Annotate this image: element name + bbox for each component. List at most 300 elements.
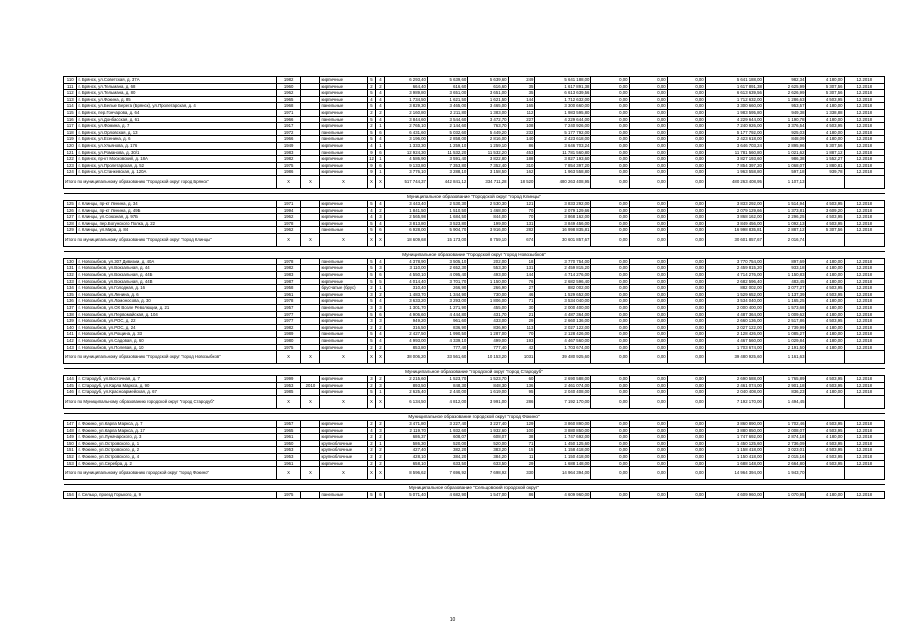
table-cell: 70 [508,207,535,214]
table-cell: 949,38 [763,109,806,116]
table-cell: 2 [367,344,376,351]
table-cell: 3 196,00 [385,136,428,143]
table-cell: г. Новозыбков, ул.Вокзальная, д. 44В [77,278,276,285]
table-cell: 0,00 [591,291,629,298]
table-cell: 3 849 456,00 [535,220,591,227]
table-cell: кирпичные [320,420,367,427]
table-cell: 12.2018 [844,376,884,383]
table-cell: 1 712 632,00 [535,96,591,103]
table-cell: кирпичные [320,214,367,221]
table-row [64,285,885,292]
table-cell: 1 383,00 [468,109,508,116]
table-cell: 0,00 [629,492,667,499]
table-cell: 116 [64,116,77,123]
table-cell: 1983 [276,272,301,279]
table-cell: 5 032,60 [427,129,467,136]
table-cell: г. Новозыбков, ул.Вокзальная, д. 44 [77,265,276,272]
table-cell: 0,00 [629,318,667,325]
table-cell: 2 128 426,00 [705,331,763,338]
total-cell: 334 711,28 [468,175,508,188]
table-cell: 4 467 560,00 [705,338,763,345]
table-cell: 0,00 [591,492,629,499]
table-cell: 1 068,07 [763,162,806,169]
table-cell: 3 227,40 [468,420,508,427]
total-cell: 480 263 408,95 [705,175,763,188]
total-cell: X [376,233,385,246]
table-cell: 0,00 [591,331,629,338]
table-cell: 27 [508,285,535,292]
total-cell: 10 153,20 [468,351,508,364]
table-cell: 12.2018 [844,207,884,214]
table-cell: 0,00 [667,200,705,207]
total-cell: 0,00 [629,175,667,188]
total-cell: 39 480 925,60 [535,351,591,364]
table-cell: 0,00 [667,123,705,130]
total-row [64,467,885,480]
table-cell [301,305,320,312]
table-cell: 4 503,95 [806,220,844,227]
total-cell: X [276,233,301,246]
table-cell: 1 [376,123,385,130]
table-row [64,156,885,163]
table-cell: 0,00 [667,96,705,103]
table-cell: 12.2018 [844,200,884,207]
table-cell: 12.2018 [844,136,884,143]
total-cell: 8 596,62 [385,467,428,480]
table-cell: 1982 [276,156,301,163]
table-cell: 1 747 692,00 [705,434,763,441]
table-cell: 129 [508,420,535,427]
table-cell: 12.2018 [844,338,884,345]
table-cell: 4 180,00 [806,338,844,345]
table-cell [301,389,320,396]
table-cell: 5 [367,338,376,345]
total-cell: 0,00 [629,395,667,408]
table-cell: 12.2018 [844,227,884,234]
table-cell: 4 [376,103,385,110]
table-cell: 953,57 [763,103,806,110]
table-cell: 4 [376,116,385,123]
municipality-header [64,485,885,492]
table-cell: 6 928,00 [385,227,428,234]
table-cell: 130 [64,258,77,265]
total-cell: X [301,395,320,408]
table-cell: г. Новозыбков, ул.Рощина, д. 33 [77,331,276,338]
table-cell: 162 [508,169,535,176]
table-cell: 1 150,83 [763,272,806,279]
table-cell: 0,00 [629,272,667,279]
table-cell: 5 [367,227,376,234]
table-cell: 383,20 [468,447,508,454]
table-cell: 1 158 418,00 [705,447,763,454]
table-cell: 2 [367,440,376,447]
table-cell: 60 [508,376,535,383]
total-cell: 0,00 [629,467,667,480]
table-cell: г. Сельцо, проезд Горького, д. 9 [77,492,276,499]
table-cell: 777,40 [427,344,467,351]
total-cell: 0,00 [667,351,705,364]
table-cell: 266,90 [468,285,508,292]
table-cell: 4 095,40 [427,272,467,279]
table-cell: г. Стародуб, ул.Восточная, д. 7 [77,376,276,383]
table-cell: 2 [376,344,385,351]
table-cell: 3 023,01 [763,447,806,454]
table-cell: 5 [376,278,385,285]
table-cell: 119 [64,136,77,143]
table-cell: 133 [64,278,77,285]
total-cell: X [367,175,376,188]
table-cell: 0,00 [591,272,629,279]
table-cell: 2 191,50 [763,344,806,351]
table-cell: 6 [376,227,385,234]
table-cell: 153 [64,460,77,467]
table-cell: 616,60 [468,83,508,90]
table-cell: 227 [508,116,535,123]
table-cell [301,272,320,279]
table-cell: 1 150 418,00 [535,453,591,460]
table-cell: 4 180,00 [806,129,844,136]
table-cell: 108 [508,123,535,130]
table-cell: 4 503,95 [806,214,844,221]
table-cell: 2 565,98 [385,214,428,221]
table-cell: 12.2018 [844,344,884,351]
table-cell: 38 [508,434,535,441]
table-cell [301,169,320,176]
table-cell: 1986 [276,169,301,176]
total-cell: X [301,233,320,246]
table-cell: 0,00 [629,200,667,207]
table-cell: 0,00 [591,90,629,97]
table-cell: 2 682 596,40 [705,278,763,285]
table-cell: 1917 [276,123,301,130]
total-label: Итого по муниципальному образованию "Городской округ город Брянск" [64,175,277,188]
table-cell: 12.2018 [844,298,884,305]
table-cell: 151 [64,447,77,454]
table-cell: 1 806,00 [468,298,508,305]
table-cell: 2 [376,83,385,90]
total-cell: X [320,395,367,408]
table-cell: 1 702,46 [763,420,806,427]
table-cell: 4 339,10 [427,338,467,345]
table-cell: 0,00 [629,96,667,103]
total-cell: 480 263 408,95 [535,175,591,188]
table-cell: 939,78 [806,169,844,176]
table-cell: 249 [508,77,535,84]
table-cell: 3 523,80 [427,220,467,227]
table-cell: 0,00 [667,324,705,331]
table-cell: 4 503,95 [806,200,844,207]
table-cell: г. Фокино, ул.Луначарского, д. 3 [77,434,276,441]
table-cell: 12.2018 [844,162,884,169]
table-cell: 3 465,00 [427,103,467,110]
table-cell: 3 813,80 [385,220,428,227]
table-cell: 933,18 [763,265,806,272]
total-cell: X [276,175,301,188]
table-cell: 4 444,80 [427,311,467,318]
table-cell: 12.2018 [844,427,884,434]
table-cell: 0,00 [629,103,667,110]
table-cell: 3 471,80 [385,420,428,427]
table-cell: 5 177 792,00 [705,129,763,136]
total-cell: 14 964 394,00 [705,467,763,480]
table-cell: 12.2018 [844,291,884,298]
table-cell: 0,00 [591,440,629,447]
table-cell: 1 932,60 [468,427,508,434]
table-cell: г. Новозыбков, ул.Ленина, д. 6 [77,291,276,298]
table-cell: 152 [64,453,77,460]
total-cell: X [320,233,367,246]
table-cell: кирпичные [320,220,367,227]
table-cell: 1 747 692,00 [535,434,591,441]
table-cell: 1 070,95 [763,492,806,499]
page-number: 10 [449,617,456,623]
table-cell: 122 [64,156,77,163]
table-cell: 3 880 850,00 [535,427,591,434]
table-cell: 6 [376,492,385,499]
table-cell: г. Новозыбков, ул.Голодная, д. 16 [77,285,276,292]
table-cell: 2 682 596,40 [535,278,591,285]
table-cell: 1972 [276,129,301,136]
table-cell: 1 529 652,00 [535,291,591,298]
table-cell: 2 427,50 [385,331,428,338]
table-cell: 0,00 [629,376,667,383]
table-cell: 316,50 [385,324,428,331]
table-cell [301,331,320,338]
table-cell [301,324,320,331]
table-cell: 12.2018 [844,123,884,130]
table-cell: 2 215,60 [385,376,428,383]
table-cell: 5 [367,116,376,123]
table-cell: 1999 [276,376,301,383]
table-cell: 70 [508,331,535,338]
table-cell: 1978 [276,298,301,305]
table-cell: 0,00 [591,460,629,467]
table-cell: 0,00 [629,149,667,156]
table-cell: 0,00 [629,291,667,298]
table-cell [301,200,320,207]
table-cell: 633,50 [468,460,508,467]
table-cell: 520,00 [427,440,467,447]
table-cell: 1 990,50 [427,331,467,338]
table-cell: 382,20 [427,447,467,454]
table-cell: 3 776,10 [385,169,428,176]
table-cell [301,214,320,221]
table-cell: 16 998 835,81 [535,227,591,234]
table-cell: 1 450 125,60 [535,440,591,447]
table-cell: 12.2018 [844,142,884,149]
table-cell: 2 027 122,00 [705,324,763,331]
table-cell: 3 591,40 [427,156,467,163]
table-cell: 154 [64,492,77,499]
table-cell: 7 854 397,20 [535,162,591,169]
table-cell: 2 [367,453,376,460]
table-cell: 3 989,80 [385,90,428,97]
municipality-title: Муниципальное образование городской округ "город Фокино" [64,413,885,420]
table-cell: 5 [367,90,376,97]
table-cell [301,90,320,97]
table-cell: кирпичные [320,291,367,298]
table-cell: 125 [64,200,77,207]
table-cell: 4 180,00 [806,389,844,396]
table-cell: 848,30 [468,382,508,389]
table-cell: 2 040 408,00 [705,389,763,396]
table-cell: 1 137,39 [763,291,806,298]
table-row [64,376,885,383]
table-cell: 6 [376,149,385,156]
table-cell: крупноблочные [320,440,367,447]
table-cell: 0,00 [667,285,705,292]
total-cell: X [301,467,320,480]
table-cell [301,376,320,383]
table-cell: 4 503,95 [806,376,844,383]
table-cell: 149 [64,434,77,441]
table-cell: 0,00 [667,207,705,214]
table-cell: панельные [320,305,367,312]
table-row [64,389,885,396]
table-cell: 0,00 [591,123,629,130]
table-cell: 1 703 674,00 [535,344,591,351]
table-cell: панельные [320,149,367,156]
table-cell: 0,00 [629,331,667,338]
table-row [64,272,885,279]
table-cell: 1983 [276,149,301,156]
total-cell: 39 480 925,60 [705,351,763,364]
table-cell: 0,00 [667,136,705,143]
table-cell: 0,00 [667,109,705,116]
table-cell: 1953 [276,447,301,454]
table-cell [301,96,320,103]
table-cell: 0,00 [591,258,629,265]
table-cell: 2 [376,453,385,460]
table-cell: 2 [376,376,385,383]
table-row [64,90,885,97]
total-cell: 0,00 [667,175,705,188]
table-cell: 5 [367,272,376,279]
table-cell [301,77,320,84]
table-row [64,77,885,84]
table-cell: 3 472,70 [468,116,508,123]
table-cell: 1 009,62 [763,311,806,318]
table-cell: 5 177 792,00 [535,129,591,136]
table-cell: 3 [376,382,385,389]
table-cell: 0,00 [591,149,629,156]
table-cell: 0,00 [629,305,667,312]
table-cell: 0,00 [667,291,705,298]
total-cell: 442 841,12 [427,175,467,188]
table-cell: г. Брянск, ул.Орловская, д. 13 [77,129,276,136]
table-cell: 597,18 [763,169,806,176]
table-cell: 3 110,00 [385,265,428,272]
table-cell: 4 550,10 [385,272,428,279]
table-cell: кирпичные [320,162,367,169]
table-cell: 4 467 560,00 [535,338,591,345]
table-cell: 0,00 [629,420,667,427]
table-cell: 12.2018 [844,272,884,279]
table-cell: 11 532,20 [468,149,508,156]
table-cell [301,142,320,149]
table-cell: 986,38 [763,156,806,163]
total-cell: 0,00 [591,351,629,364]
table-row [64,324,885,331]
table-cell: 633,50 [427,460,467,467]
table-row [64,83,885,90]
table-cell: 0,00 [629,220,667,227]
table-cell: кирпичные [320,298,367,305]
table-cell [301,311,320,318]
table-cell: г. Новозыбков, ул.РОС, д. 22 [77,318,276,325]
table-cell: 12.2018 [844,83,884,90]
table-cell: 2 296,25 [763,214,806,221]
table-cell: 12.2018 [844,440,884,447]
table-cell: 0,00 [591,420,629,427]
table-cell: г. Новозыбков, ул.РОС, д. 24 [77,324,276,331]
table-cell: 1 344,90 [427,291,467,298]
table-cell: 86 [508,492,535,499]
table-cell: 5 [367,129,376,136]
table-cell: 0,00 [629,77,667,84]
table-cell: 0,00 [667,214,705,221]
table-cell: 131 [508,265,535,272]
table-cell: 6 [376,162,385,169]
table-cell: 2 739,99 [763,324,806,331]
table-cell: г. Стародуб, ул.Красноармейская, д. 67 [77,389,276,396]
table-row [64,460,885,467]
total-row [64,233,885,246]
total-cell: 7 696,92 [427,467,467,480]
table-row [64,142,885,149]
table-cell: 146 [64,389,77,396]
table-cell: 4 180,00 [806,305,844,312]
table-cell: 3 376,54 [763,123,806,130]
table-cell: 5 307,56 [806,227,844,234]
table-cell [301,265,320,272]
table-cell: 131 [64,265,77,272]
table-cell: 0,00 [591,285,629,292]
table-cell: 3 158,50 [468,169,508,176]
table-cell: 143 [64,344,77,351]
table-cell: 6 [376,311,385,318]
table-cell: 1966 [276,136,301,143]
table-cell: 4 180,00 [806,311,844,318]
table-cell: 0,00 [629,258,667,265]
table-cell: г. Фокино, ул.Островского, д. 1 [77,440,276,447]
table-cell: 12.2018 [844,447,884,454]
table-cell: 5 449,20 [468,129,508,136]
table-cell: 12.2018 [844,285,884,292]
table-cell: кирпичные [320,265,367,272]
table-cell: 0,00 [591,77,629,84]
table-cell: 455,00 [468,305,508,312]
table-cell: 848,09 [763,136,806,143]
table-cell: 5 904,70 [427,227,467,234]
table-cell: г. Стародуб, ул.Карла Маркса, д. 90 [77,382,276,389]
table-cell: 1 617 891,38 [535,83,591,90]
table-cell: 3 [376,305,385,312]
table-cell: кирпичные [320,77,367,84]
table-cell: 1 688 148,00 [535,460,591,467]
table-cell [301,298,320,305]
table-cell: 5 [367,298,376,305]
table-cell: 2 765,10 [385,123,428,130]
table-row [64,427,885,434]
table-cell: 0,00 [591,344,629,351]
table-cell: 1957 [276,305,301,312]
table-cell: 0,00 [629,169,667,176]
table-cell: 1 468,00 [468,207,508,214]
table-cell: 1 963 558,80 [535,169,591,176]
table-cell: 127 [64,214,77,221]
table-cell: 6 [376,129,385,136]
